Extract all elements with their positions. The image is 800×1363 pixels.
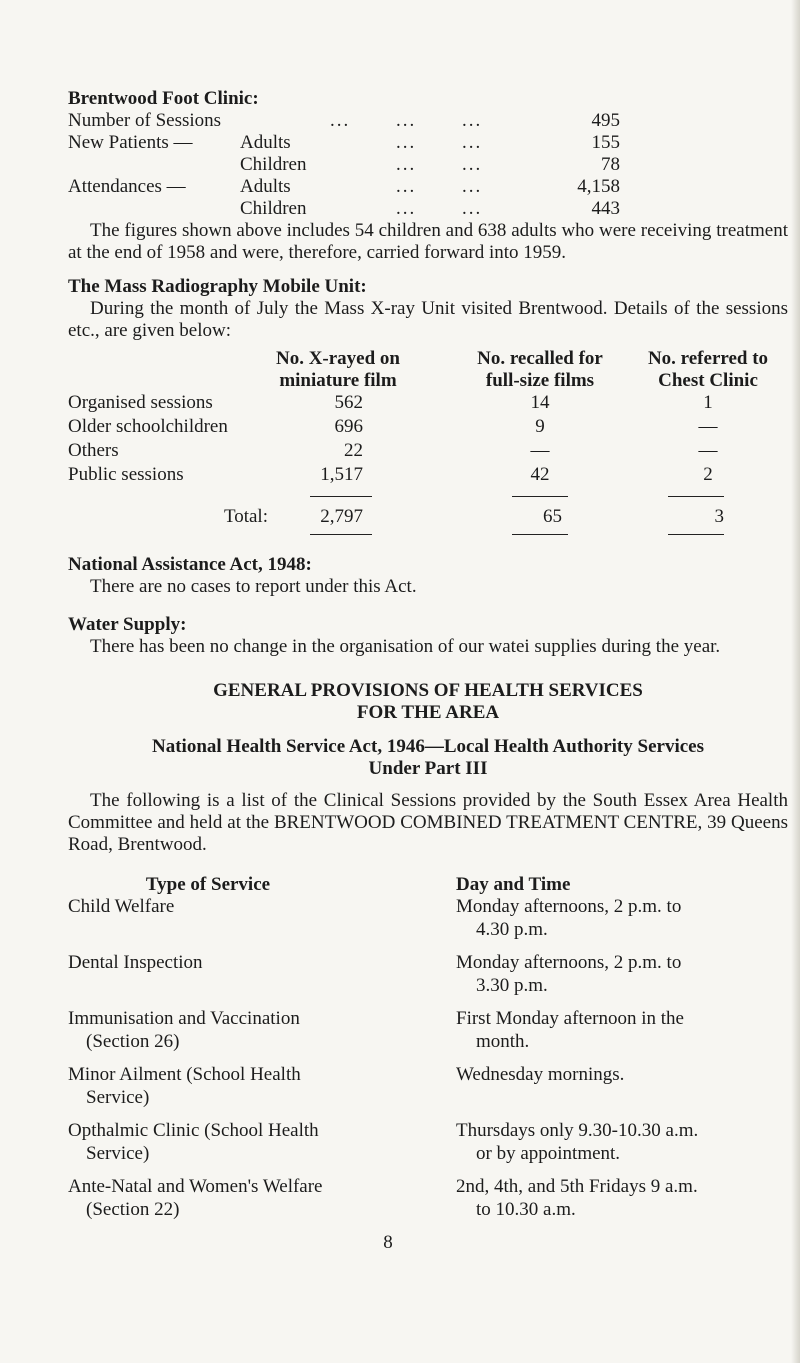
foot-clinic-table	[68, 110, 788, 220]
leader-dots: ...	[396, 132, 417, 153]
xray-row-referred: —	[698, 416, 718, 437]
service-type-line2: (Section 26)	[86, 1031, 180, 1052]
services-table	[68, 896, 788, 1232]
leader-dots: ...	[462, 110, 483, 131]
general-heading-line1: GENERAL PROVISIONS OF HEALTH SERVICES	[213, 680, 643, 701]
service-row	[68, 1176, 788, 1232]
page-number: 8	[383, 1232, 393, 1253]
xray-row-recalled: 9	[535, 416, 545, 437]
xray-header-xrayed-line2: miniature film	[279, 370, 397, 391]
service-type-line1: Ante-Natal and Women's Welfare	[68, 1176, 323, 1197]
xray-row-referred: 1	[703, 392, 713, 413]
xray-row-referred: —	[698, 440, 718, 461]
leader-dots: ...	[396, 176, 417, 197]
foot-row-value: 495	[591, 110, 620, 131]
service-time-line2: or by appointment.	[476, 1143, 621, 1164]
foot-row-sub: Children	[240, 198, 307, 219]
xray-total-row	[68, 488, 788, 544]
leader-dots: ...	[462, 176, 483, 197]
foot-clinic-row	[68, 132, 788, 154]
service-row	[68, 896, 788, 952]
water-supply-text: There has been no change in the organisation of our watei supplies during the year.	[90, 636, 721, 657]
mass-radiography-intro: During the month of July the Mass X-ray Unit visited Brentwood. Details of the sessions etc., are given below:	[68, 298, 788, 341]
leader-dots: ...	[396, 110, 417, 131]
service-type-line1: Opthalmic Clinic (School Health	[68, 1120, 319, 1141]
xray-header-xrayed	[238, 348, 438, 392]
services-header-type: Type of Service	[145, 874, 271, 895]
foot-clinic-row	[68, 176, 788, 198]
leader-dots: ...	[330, 110, 351, 131]
leader-dots: ...	[462, 198, 483, 219]
referred-total-rule-bottom	[668, 534, 724, 535]
foot-row-sub: Adults	[240, 176, 291, 197]
xray-header-referred-line1: No. referred to	[647, 348, 769, 369]
foot-row-sub: Children	[240, 154, 307, 175]
page-edge-shadow	[791, 0, 800, 1363]
services-header-time: Day and Time	[456, 874, 571, 895]
xray-table-header	[68, 348, 788, 392]
xray-header-referred	[608, 348, 800, 392]
foot-clinic-row	[68, 154, 788, 176]
nhs-act-subheading-part: Under Part III	[368, 758, 488, 779]
xray-total-xrayed: 2,797	[320, 506, 363, 527]
service-type-line2: Service)	[86, 1087, 150, 1108]
service-row	[68, 1120, 788, 1176]
leader-dots: ...	[396, 154, 417, 175]
xray-row-recalled: —	[530, 440, 550, 461]
xrayed-total-rule-top	[310, 496, 372, 497]
nhs-act-subheading: National Health Service Act, 1946—Local Health Authority Services	[152, 736, 704, 757]
service-type-line2: (Section 22)	[86, 1199, 180, 1220]
xray-total-referred: 3	[714, 506, 724, 527]
xray-header-xrayed-line1: No. X-rayed on	[275, 348, 401, 369]
recalled-total-rule-bottom	[512, 534, 568, 535]
foot-clinic-title: Brentwood Foot Clinic:	[68, 88, 259, 109]
xray-row-xrayed: 22	[344, 440, 363, 461]
foot-row-value: 78	[601, 154, 620, 175]
service-type-line1: Immunisation and Vaccination	[68, 1008, 300, 1029]
leader-dots: ...	[462, 154, 483, 175]
xray-total-label: Total:	[223, 506, 268, 527]
xray-row-recalled: 14	[530, 392, 550, 413]
service-time-line1: Monday afternoons, 2 p.m. to	[456, 896, 682, 917]
xray-row-xrayed: 562	[334, 392, 363, 413]
xray-row-label: Public sessions	[68, 464, 184, 485]
general-heading-line2: FOR THE AREA	[356, 702, 500, 723]
referred-total-rule-top	[668, 496, 724, 497]
service-type-line1: Dental Inspection	[68, 952, 203, 973]
service-time-line2: 3.30 p.m.	[476, 975, 548, 996]
xray-header-referred-line2: Chest Clinic	[658, 370, 758, 391]
service-type-line1: Child Welfare	[68, 896, 175, 917]
xray-row	[68, 440, 788, 464]
xray-row-referred: 2	[703, 464, 713, 485]
general-intro: The following is a list of the Clinical Sessions provided by the South Essex Area Health Committee and held at the BRENTWOOD COMBINED TREATMENT CENTRE, 39 Queens Road, Brentwood.	[68, 790, 788, 855]
service-time-line1: Thursdays only 9.30-10.30 a.m.	[456, 1120, 699, 1141]
services-header	[68, 874, 788, 896]
foot-row-value: 4,158	[577, 176, 620, 197]
xray-row-xrayed: 1,517	[320, 464, 363, 485]
xray-header-recalled-line2: full-size films	[485, 370, 595, 391]
service-type-line2: Service)	[86, 1143, 150, 1164]
foot-row-label: Attendances —	[68, 176, 186, 197]
service-time-line1: 2nd, 4th, and 5th Fridays 9 a.m.	[456, 1176, 698, 1197]
foot-clinic-row	[68, 198, 788, 220]
foot-row-label: New Patients —	[68, 132, 193, 153]
xray-header-recalled-line1: No. recalled for	[477, 348, 603, 369]
foot-clinic-note: The figures shown above includes 54 children and 638 adults who were receiving treatment at the end of 1958 and were, therefore, carried forward into 1959.	[68, 220, 788, 263]
service-time-line2: to 10.30 a.m.	[476, 1199, 576, 1220]
service-row	[68, 952, 788, 1008]
foot-clinic-row	[68, 110, 788, 132]
service-row	[68, 1008, 788, 1064]
service-type-line1: Minor Ailment (School Health	[68, 1064, 301, 1085]
service-time-line2: 4.30 p.m.	[476, 919, 548, 940]
service-time-line1: Monday afternoons, 2 p.m. to	[456, 952, 682, 973]
xray-row-label: Organised sessions	[68, 392, 213, 413]
xrayed-total-rule-bottom	[310, 534, 372, 535]
mass-radiography-title: The Mass Radiography Mobile Unit:	[68, 276, 367, 297]
foot-row-sub: Adults	[240, 132, 291, 153]
leader-dots: ...	[462, 132, 483, 153]
service-time-line1: First Monday afternoon in the	[456, 1008, 684, 1029]
leader-dots: ...	[396, 198, 417, 219]
national-assistance-text: There are no cases to report under this Act.	[90, 576, 417, 597]
service-row	[68, 1064, 788, 1120]
foot-row-value: 155	[591, 132, 620, 153]
xray-total-recalled: 65	[543, 506, 562, 527]
document-page	[68, 88, 788, 1254]
service-time-line1: Wednesday mornings.	[456, 1064, 625, 1085]
xray-row-label: Others	[68, 440, 119, 461]
xray-row-label: Older schoolchildren	[68, 416, 228, 437]
xray-row	[68, 392, 788, 416]
xray-table-body	[68, 392, 788, 488]
foot-row-value: 443	[591, 198, 620, 219]
water-supply-title: Water Supply:	[68, 614, 187, 635]
service-time-line2: month.	[476, 1031, 530, 1052]
xray-row	[68, 464, 788, 488]
national-assistance-title: National Assistance Act, 1948:	[68, 554, 312, 575]
xray-row-xrayed: 696	[334, 416, 363, 437]
xray-row-recalled: 42	[530, 464, 550, 485]
recalled-total-rule-top	[512, 496, 568, 497]
foot-row-label: Number of Sessions	[68, 110, 222, 131]
xray-row	[68, 416, 788, 440]
